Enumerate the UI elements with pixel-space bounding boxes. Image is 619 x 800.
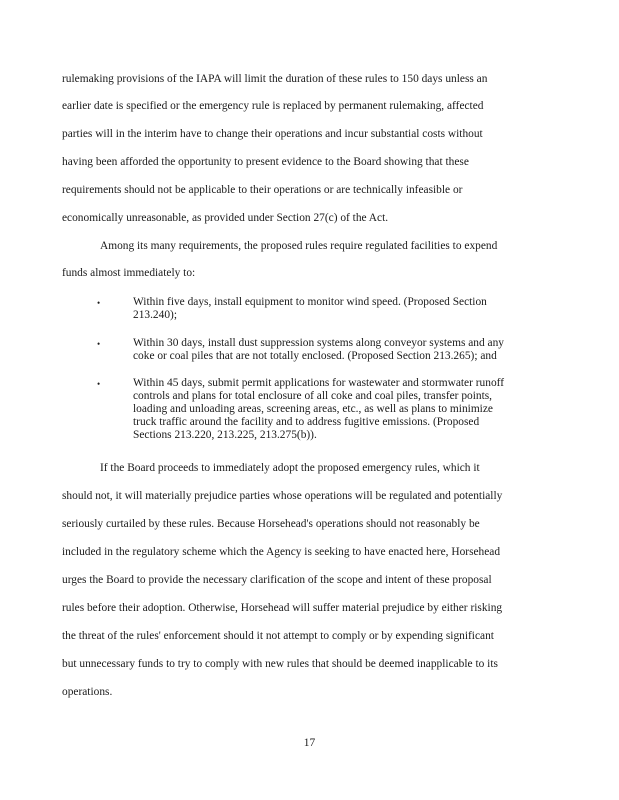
bullet-text-line: truck traffic around the facility and to address fugitive emissions. (Proposed [133,416,480,428]
bullet-text-line: coke or coal piles that are not totally enclosed. (Proposed Section 213.265); and [133,350,497,362]
bullet-icon: • [97,379,101,389]
bullet-icon: • [97,339,101,349]
text-line: Among its many requirements, the proposed rules require regulated facilities to expend [100,240,498,252]
bullet-icon: • [97,298,101,308]
page-number: 17 [303,737,316,749]
bullet-text-line: Within 45 days, submit permit applications for wastewater and stormwater runoff [133,377,505,389]
text-line: funds almost immediately to: [62,267,196,279]
text-line: parties will in the interim have to change their operations and incur substantial costs without [62,128,483,140]
text-line: included in the regulatory scheme which the Agency is seeking to have enacted here, Horsehead [62,546,501,558]
text-line: rulemaking provisions of the IAPA will limit the duration of these rules to 150 days unless an [62,73,488,85]
bullet-text-line: Sections 213.220, 213.225, 213.275(b)). [133,429,317,441]
text-line: rules before their adoption. Otherwise, Horsehead will suffer material prejudice by either risking [62,602,503,614]
text-line: having been afforded the opportunity to present evidence to the Board showing that these [62,156,469,168]
bullet-text-line: Within 30 days, install dust suppression systems along conveyor systems and any [133,337,504,349]
text-line: should not, it will materially prejudice parties whose operations will be regulated and potentially [62,490,503,502]
text-line: seriously curtailed by these rules. Because Horsehead's operations should not reasonably be [62,518,480,530]
text-line: operations. [62,686,113,698]
text-line: but unnecessary funds to try to comply with new rules that should be deemed inapplicable to its [62,658,498,670]
bullet-text-line: loading and unloading areas, screening areas, etc., as well as plans to minimize [133,403,493,415]
text-line: If the Board proceeds to immediately adopt the proposed emergency rules, which it [100,462,480,474]
bullet-text-line: Within five days, install equipment to monitor wind speed. (Proposed Section [133,296,487,308]
text-line: earlier date is specified or the emergency rule is replaced by permanent rulemaking, affected [62,100,484,112]
text-line: the threat of the rules' enforcement should it not attempt to comply or by expending significant [62,630,494,642]
bullet-text-line: controls and plans for total enclosure of all coke and coal piles, transfer points, [133,390,493,402]
text-line: urges the Board to provide the necessary clarification of the scope and intent of these proposal [62,574,492,586]
text-line: economically unreasonable, as provided under Section 27(c) of the Act. [62,212,389,224]
text-line: requirements should not be applicable to their operations or are technically infeasible or [62,184,463,196]
bullet-text-line: 213.240); [133,309,177,321]
